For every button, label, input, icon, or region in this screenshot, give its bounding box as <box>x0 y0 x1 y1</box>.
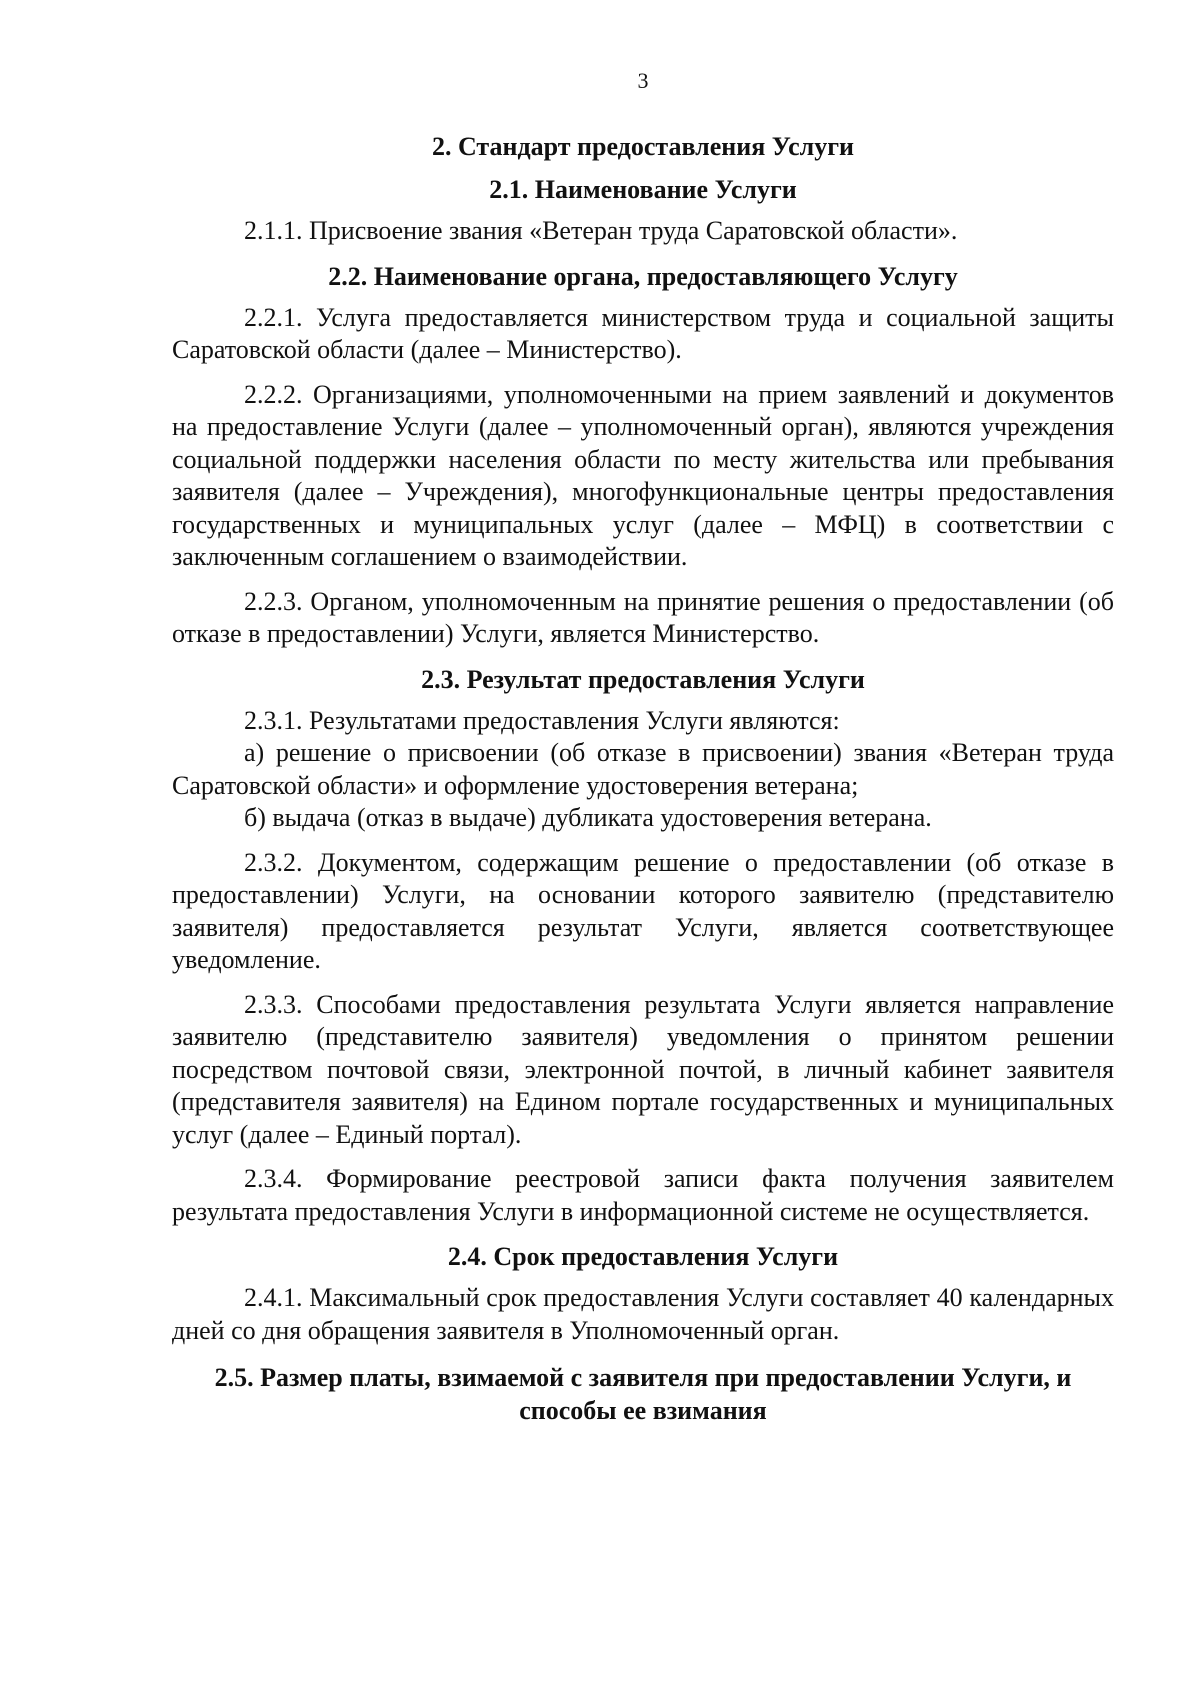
paragraph-2-3-1-b: б) выдача (отказ в выдаче) дубликата удостоверения ветерана. <box>244 803 932 832</box>
paragraph-2-2-1: 2.2.1. Услуга предоставляется министерством труда и социальной защиты Саратовской области (далее – Министерство). <box>172 302 1114 364</box>
section-2-5-title: 2.5. Размер платы, взимаемой с заявителя при предоставлении Услуги, и способы ее взимания <box>214 1363 1072 1425</box>
paragraph-2-3-1: 2.3.1. Результатами предоставления Услуги являются: <box>244 705 840 735</box>
section-2-title: 2. Стандарт предоставления Услуги <box>431 132 854 161</box>
section-2-4-title: 2.4. Срок предоставления Услуги <box>447 1242 839 1271</box>
page-number: 3 <box>637 68 649 93</box>
paragraph-2-2-2: 2.2.2. Организациями, уполномоченными на прием заявлений и документов на предоставление Услуги (далее – уполномоченный орган), являются учреждения социальной поддержки населения области по месту жительства или пребывания заявителя (далее – Учреждения), многофункциональные центры предоставления государственных и муниципальных услуг (далее – МФЦ) в соответствии с заключенным соглашением о взаимодействии. <box>172 379 1114 571</box>
section-2-3-title: 2.3. Результат предоставления Услуги <box>421 664 865 694</box>
section-2-1-title: 2.1. Наименование Услуги <box>489 175 797 204</box>
paragraph-2-2-3: 2.2.3. Органом, уполномоченным на принятие решения о предоставлении (об отказе в предоставлении) Услуги, является Министерство. <box>172 586 1114 648</box>
paragraph-2-1-1: 2.1.1. Присвоение звания «Ветеран труда Саратовской области». <box>244 216 958 245</box>
paragraph-2-3-3: 2.3.3. Способами предоставления результата Услуги является направление заявителю (представителю заявителя) уведомления о принятом решении посредством почтовой связи, электронной почтой, в личный кабинет заявителя (представителя заявителя) на Едином портале государственных и муниципальных услуг (далее – Единый портал). <box>172 989 1114 1149</box>
paragraph-2-3-1-a: а) решение о присвоении (об отказе в присвоении) звания «Ветеран труда Саратовской области» и оформление удостоверения ветерана; <box>172 738 1114 800</box>
paragraph-2-4-1: 2.4.1. Максимальный срок предоставления Услуги составляет 40 календарных дней со дня обращения заявителя в Уполномоченный орган. <box>172 1283 1114 1345</box>
section-2-2-title: 2.2. Наименование органа, предоставляющего Услугу <box>328 261 958 291</box>
paragraph-2-3-2: 2.3.2. Документом, содержащим решение о предоставлении (об отказе в предоставлении) Услуги, на основании которого заявителю (представителю заявителя) предоставляется результат Услуги, является соответствующее уведомление. <box>172 847 1114 974</box>
paragraph-2-3-4: 2.3.4. Формирование реестровой записи факта получения заявителем результата предоставления Услуги в информационной системе не осуществляется. <box>172 1164 1114 1226</box>
